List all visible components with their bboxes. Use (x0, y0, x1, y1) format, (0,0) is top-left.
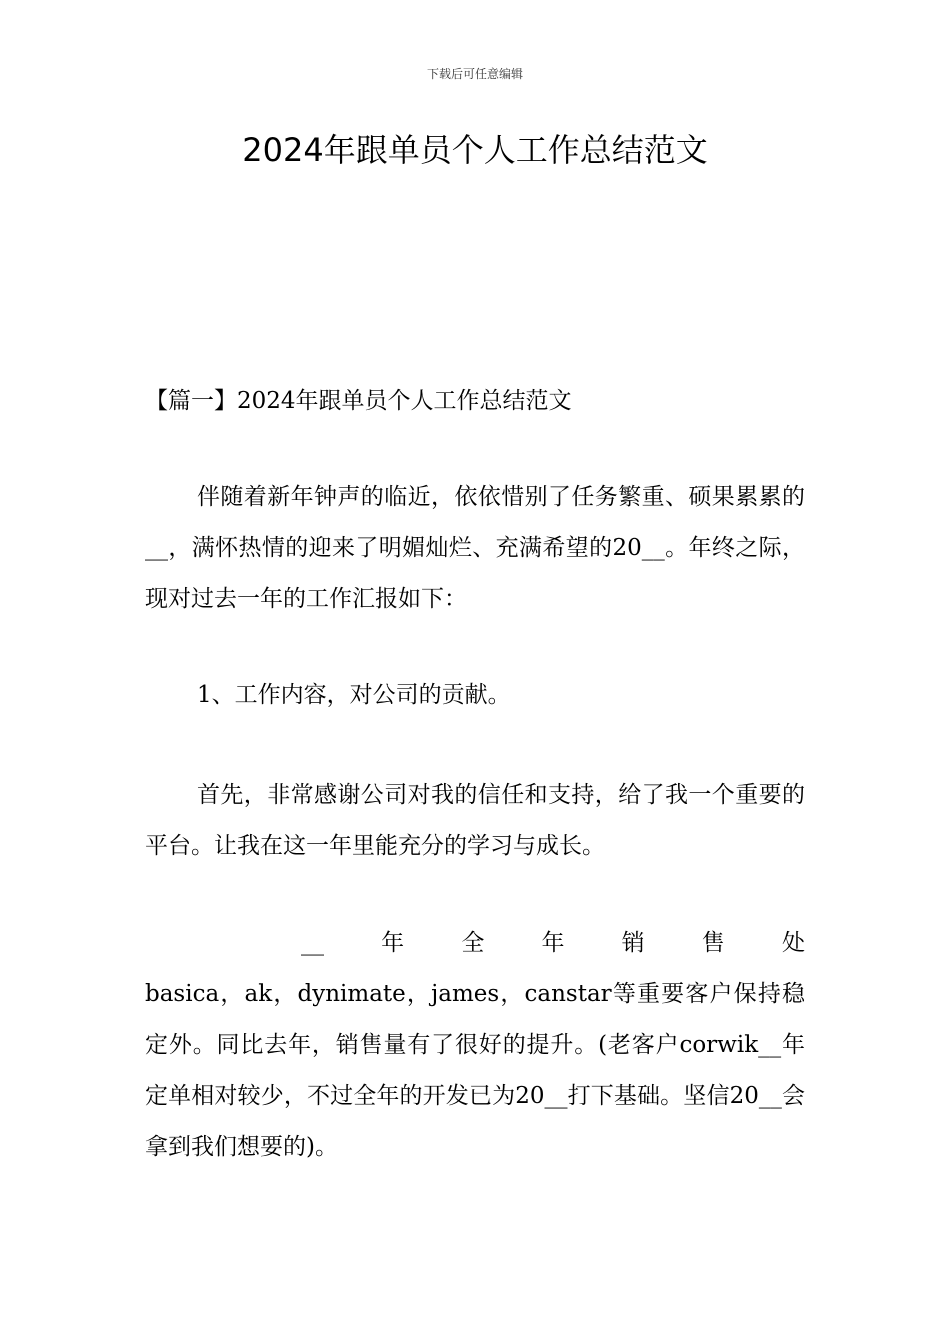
spread-char: 售 (701, 930, 725, 956)
spread-char: 销 (621, 930, 645, 956)
list-item-work-content: 1、工作内容，对公司的贡献。 (197, 682, 511, 708)
spread-char: 年 (381, 930, 405, 956)
section-heading: 【篇一】2024年跟单员个人工作总结范文 (145, 388, 572, 414)
paragraph-thanks: 首先，非常感谢公司对我的信任和支持，给了我一个重要的平台。让我在这一年里能充分的学习与成长。 (145, 782, 805, 859)
spread-char: __ (301, 930, 324, 956)
spread-char: 全 (461, 930, 485, 956)
paragraph-sales (145, 918, 805, 1173)
paragraph-sales-text: basica，ak，dynimate，james，canstar等重要客户保持稳定外。同比去年，销售量有了很好的提升。(老客户corwik__年定单相对较少，不过全年的开发已为20__打下基础。坚信20__会拿到我们想要的)。 (145, 981, 805, 1160)
spread-line (145, 918, 805, 969)
paragraph-intro: 伴随着新年钟声的临近，依依惜别了任务繁重、硕果累累的__，满怀热情的迎来了明媚灿烂、充满希望的20__。年终之际，现对过去一年的工作汇报如下： (145, 484, 805, 612)
document-title: 2024年跟单员个人工作总结范文 (242, 131, 708, 169)
header-note: 下载后可任意编辑 (426, 67, 523, 81)
spread-char: 处 (781, 930, 805, 956)
spread-char: 年 (541, 930, 565, 956)
